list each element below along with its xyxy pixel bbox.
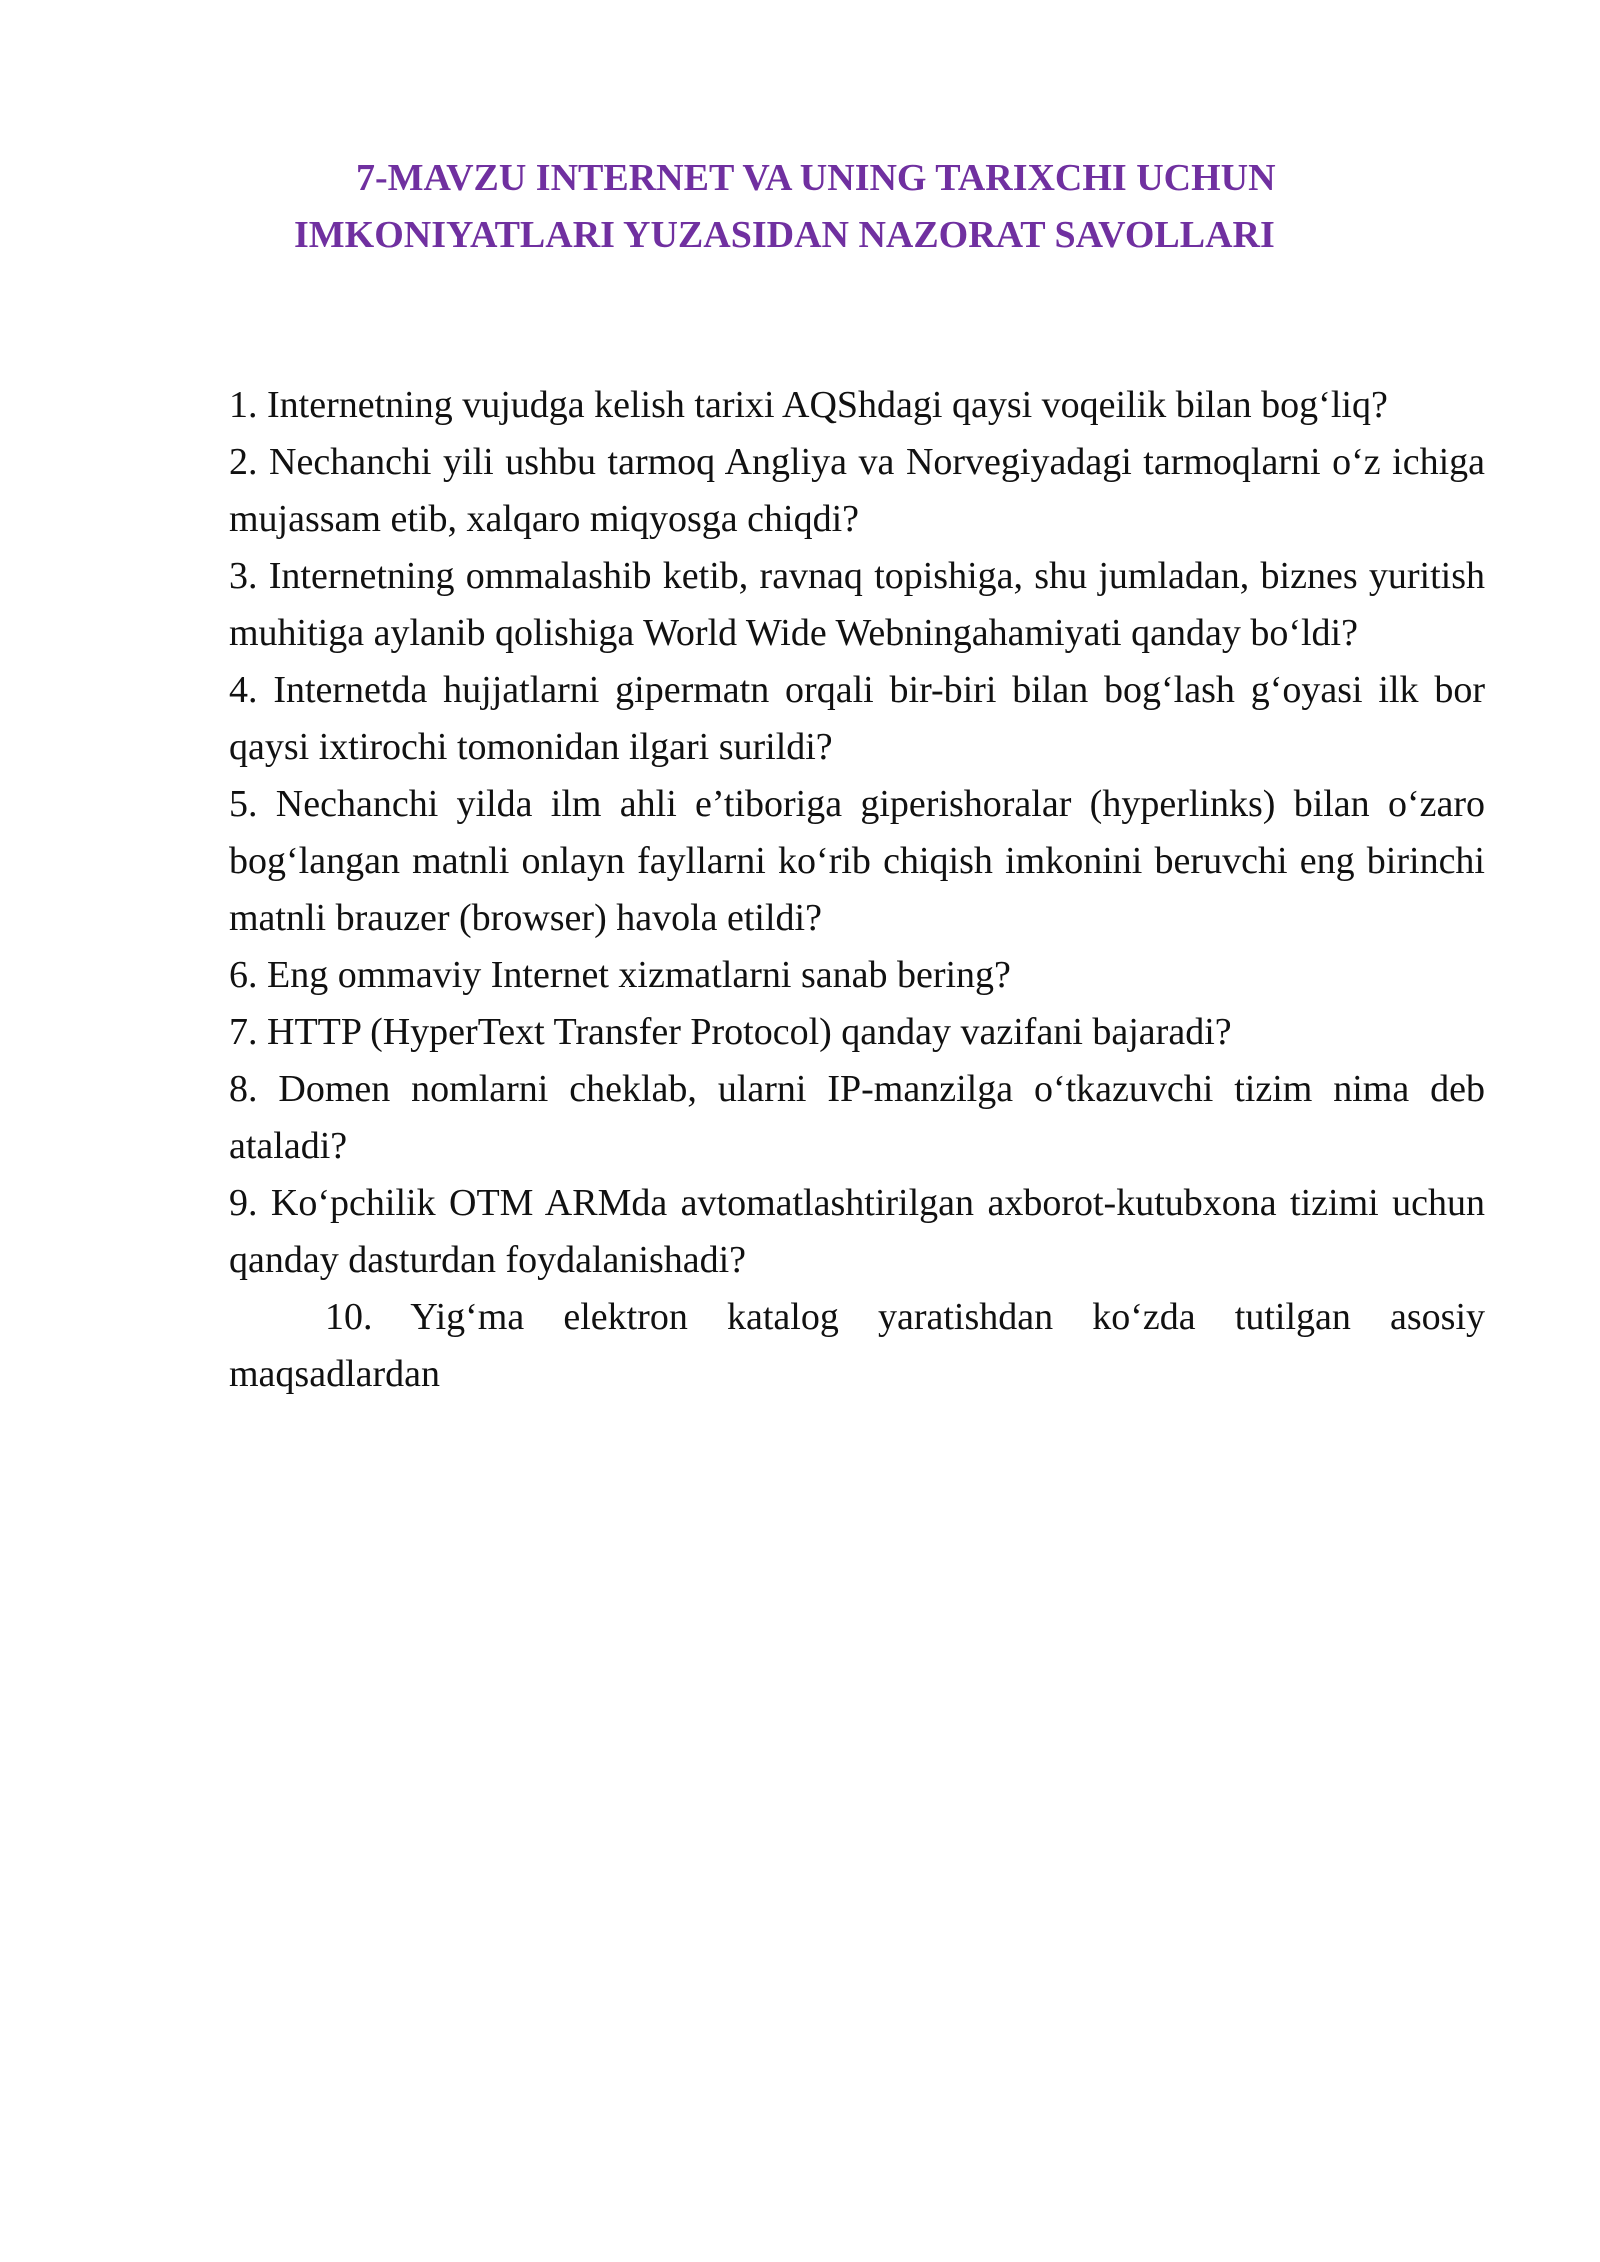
question-item-6: 6. Eng ommaviy Internet xizmatlarni sanab bering?	[229, 954, 1011, 996]
question-item-5: 5. Nechanchi yilda ilm ahli e’tiboriga giperishoralar (hyperlinks) bilan o‘zaro bog‘langan matnli onlayn fayllarni ko‘rib chiqish imkonini beruvchi eng birinchi matnli brauzer (browser) havola etildi?	[229, 783, 1485, 939]
question-item-4: 4. Internetda hujjatlarni gipermatn orqali bir-biri bilan bog‘lash g‘oyasi ilk bor qaysi ixtirochi tomonidan ilgari surildi?	[229, 669, 1485, 768]
question-item-7: 7. HTTP (HyperText Transfer Protocol) qanday vazifani bajaradi?	[229, 1011, 1232, 1053]
question-item-3: 3. Internetning ommalashib ketib, ravnaq topishiga, shu jumladan, biznes yuritish muhitiga aylanib qolishiga World Wide Webningahamiyati qanday bo‘ldi?	[229, 555, 1485, 654]
question-item-1: 1. Internetning vujudga kelish tarixi AQShdagi qaysi voqeilik bilan bog‘liq?	[229, 384, 1388, 426]
document-title	[228, 150, 1484, 264]
title-line-2: IMKONIYATLARI YUZASIDAN NAZORAT SAVOLLARI	[294, 214, 1275, 256]
question-item-10: 10. Yig‘ma elektron katalog yaratishdan ko‘zda tutilgan asosiy maqsadlardan	[229, 1296, 1485, 1395]
question-item-8: 8. Domen nomlarni cheklab, ularni IP-manzilga o‘tkazuvchi tizim nima deb ataladi?	[229, 1068, 1485, 1167]
question-item-9: 9. Ko‘pchilik OTM ARMda avtomatlashtirilgan axborot-kutubxona tizimi uchun qanday dasturdan foydalanishadi?	[229, 1182, 1485, 1281]
title-line-1: 7-MAVZU INTERNET VA UNING TARIXCHI UCHUN	[356, 157, 1276, 199]
question-item-2: 2. Nechanchi yili ushbu tarmoq Angliya va Norvegiyadagi tarmoqlarni o‘z ichiga mujassam etib, xalqaro miqyosga chiqdi?	[229, 441, 1485, 540]
question-list	[229, 377, 1485, 1403]
